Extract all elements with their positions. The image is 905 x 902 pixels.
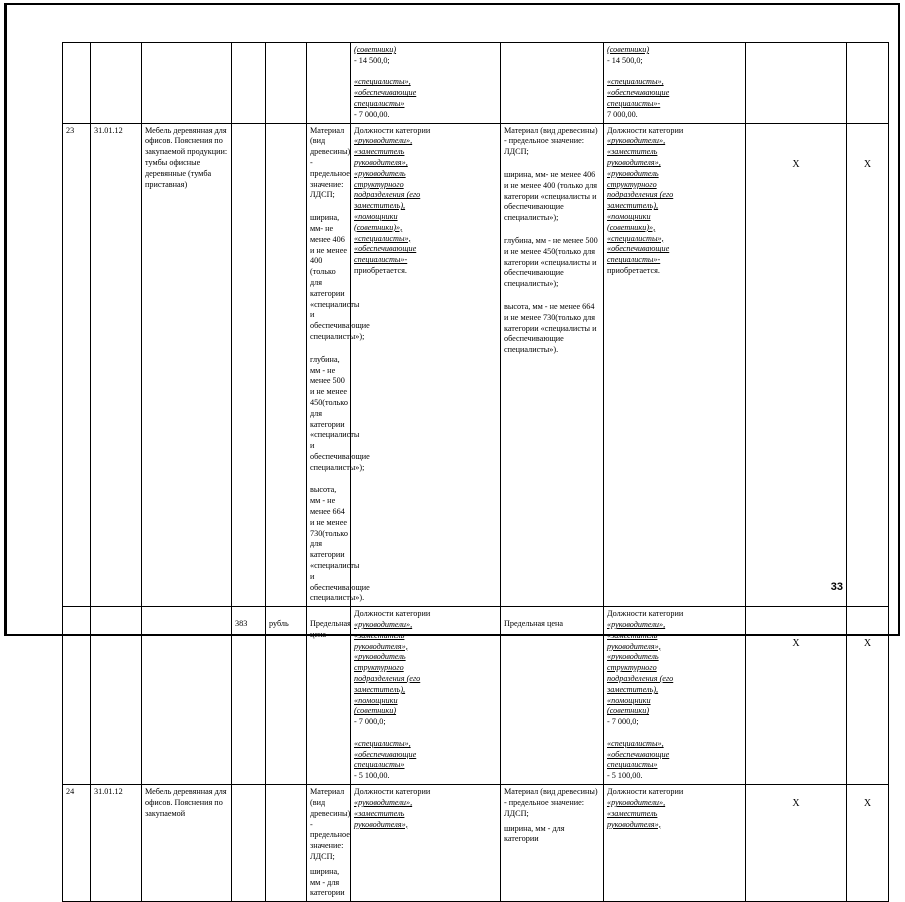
text-line: «специалисты», [607,77,664,87]
text-line: «помощники [607,695,651,705]
spec-width: ширина, мм- не менее 406 и не менее 400 (только для категории «специалисты и обеспечивающие специалисты»); [504,169,598,223]
cell-code [91,607,142,785]
text-line: Должности категории [354,609,431,619]
cell-unit [266,43,307,124]
cell-num [63,607,91,785]
text-line: Должности категории [607,787,684,797]
table-row-23 [63,123,889,607]
page-number: 33 [830,581,843,593]
spec-material: Материал (вид древесины) - предельное значение: ЛДСП; [310,787,351,862]
spec-depth: глубина, мм - не менее 500 и не менее 450(только для категории «специалисты и обеспечивающие специалисты»); [310,354,370,472]
cell-spec-2: Предельная цена [501,607,604,785]
text-line: «специалисты», [607,738,664,748]
text-line: «помощники [354,695,398,705]
cell-spec-2 [501,785,604,902]
cell-num [63,43,91,124]
cell-x1: X [746,607,847,785]
text-line: «обеспечивающие [354,749,417,759]
cell-unit [266,785,307,902]
text-line: специалисты» [354,98,405,108]
table-row-continuation [63,43,889,124]
text-line: «руководитель [607,652,659,662]
text-line [607,67,742,78]
text-line: - 7 000,0; [607,717,639,727]
cell-name [142,607,232,785]
spec-width: ширина, мм - для категории [310,866,345,898]
text-line: руководителя», [607,641,661,651]
spec-material: Материал (вид древесины) - предельное значение: ЛДСП; [504,125,598,157]
text-line: - 5 100,00. [607,771,643,781]
text-line: (советники) [354,45,397,54]
text-line: структурного [607,179,657,189]
text-line: заместитель), [354,684,406,694]
text-line [354,728,497,739]
text-line: - 7 000,0; [354,717,386,727]
cell-spec-2 [501,43,604,124]
cell-category-2 [604,123,746,607]
cell-spec [307,43,351,124]
text-line: подразделения (его [354,190,421,200]
text-line: «руководители», [607,798,666,808]
cell-category-2 [604,43,746,124]
cell-x2: X [847,607,889,785]
cell-category [351,607,501,785]
cell-unit [266,123,307,607]
text-line: подразделения (его [607,190,674,200]
text-line: «руководители», [354,798,413,808]
text-line: «руководитель [354,168,406,178]
text-line [354,67,497,78]
cell-category-2 [604,785,746,902]
cell-unit: рубль [266,607,307,785]
text-line: руководителя», [607,819,661,829]
spec-material: Материал (вид древесины) - предельное значение: ЛДСП; [504,787,598,818]
text-line: «обеспечивающие [354,88,417,98]
cell-spec: Предельная цена [307,607,351,785]
spec-depth: глубина, мм - не менее 500 и не менее 450(только для категории «специалисты и обеспечивающие специалисты»); [504,235,598,289]
text-line: (советники) [607,706,650,716]
text-line: «руководители», [354,620,413,630]
cell-name: Мебель деревянная для офисов. Пояснения по закупаемой продукции: тумбы офисные деревянные (тумба приставная) [142,123,232,607]
cell-spec [307,123,370,607]
cell-category [351,123,501,607]
text-line: заместитель), [607,684,659,694]
text-line: Должности категории [607,125,684,135]
cell-okei-code [232,123,266,607]
text-line: (советники)», [607,222,656,232]
text-line: (советники) [354,706,397,716]
cell-x1: X [746,785,847,902]
text-line: «обеспечивающие [607,749,670,759]
spec-width: ширина, мм - для категории [504,823,565,844]
text-line: подразделения (его [354,674,421,684]
text-line: подразделения (его [607,674,674,684]
cell-okei-code [232,43,266,124]
text-line: специалисты» [607,760,658,770]
text-line: «специалисты», [354,738,411,748]
text-line: Должности категории [607,609,684,619]
text-line: «обеспечивающие [354,244,417,254]
cell-okei-code: 383 [232,607,266,785]
text-line [607,728,742,739]
requirements-table [62,42,889,902]
text-line: «руководители», [354,136,413,146]
text-line: приобретается. [354,265,407,275]
text-line: заместитель), [607,201,659,211]
table-row-24 [63,785,889,902]
text-line: «специалисты», [354,233,411,243]
text-line: приобретается. [607,265,660,275]
spec-height: высота, мм - не менее 664 и не менее 730(только для категории «специалисты и обеспечивающие специалисты»). [310,485,370,603]
text-line: «заместитель [607,808,658,818]
text-line: - 14 500,0; [354,55,390,65]
text-line: специалисты»- [354,255,408,265]
cell-x2 [847,43,889,124]
text-line: «заместитель [607,147,658,157]
cell-num: 23 [63,123,91,607]
spec-width: ширина, мм- не менее 406 и не менее 400 (только для категории «специалисты и обеспечивающие специалисты»); [310,213,370,341]
text-line: руководителя», [354,157,408,167]
text-line: «специалисты», [354,77,411,87]
text-line: - 5 100,00. [354,771,390,781]
text-line: «заместитель [354,147,405,157]
text-line: «специалисты», [607,233,664,243]
text-line: «помощники [354,211,398,221]
table-row-23-price [63,607,889,785]
cell-spec-2 [501,123,604,607]
text-line: «заместитель [354,630,405,640]
text-line: - 14 500,0; [607,55,643,65]
text-line: «помощники [607,211,651,221]
cell-name: Мебель деревянная для офисов. Пояснения по закупаемой [142,785,232,902]
cell-x1 [746,43,847,124]
text-line: структурного [354,663,404,673]
cell-category-2 [604,607,746,785]
text-line: 7 000,00. [607,109,638,119]
spec-material: Материал (вид древесины) - предельное значение: ЛДСП; [310,125,351,200]
text-line: «заместитель [607,630,658,640]
text-line: (советники)», [354,222,403,232]
text-line: «обеспечивающие [607,88,670,98]
text-line: «руководитель [607,168,659,178]
text-line: «руководитель [354,652,406,662]
text-line: структурного [607,663,657,673]
cell-code [91,43,142,124]
text-line: «руководители», [607,136,666,146]
text-line: руководителя», [354,819,408,829]
text-line: руководителя», [607,157,661,167]
cell-code: 31.01.12 [91,785,142,902]
cell-category [351,43,501,124]
cell-x2: X [847,785,889,902]
text-line: специалисты»- [607,255,661,265]
cell-spec [307,785,351,902]
text-line: - 7 000,00. [354,109,390,119]
cell-category [351,785,501,902]
text-line: заместитель), [354,201,406,211]
text-line: структурного [354,179,404,189]
text-line: Должности категории [354,787,431,797]
spec-height: высота, мм - не менее 664 и не менее 730(только для категории «специалисты и обеспечивающие специалисты»). [504,301,597,355]
cell-name [142,43,232,124]
cell-x2: X [847,123,889,607]
cell-num: 24 [63,785,91,902]
text-line: специалисты»- [607,98,661,108]
cell-x1: X [746,123,847,607]
cell-okei-code [232,785,266,902]
text-line: (советники) [607,45,650,54]
text-line: «руководители», [607,620,666,630]
text-line: специалисты» [354,760,405,770]
cell-code: 31.01.12 [91,123,142,607]
text-line: «заместитель [354,808,405,818]
text-line: руководителя», [354,641,408,651]
text-line: «обеспечивающие [607,244,670,254]
text-line: Должности категории [354,125,431,135]
